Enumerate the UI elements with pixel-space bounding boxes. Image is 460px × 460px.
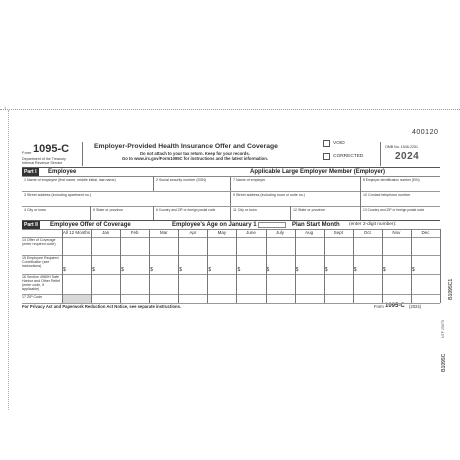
cell-divider: [360, 191, 361, 206]
field-5-label: 5 State or province: [93, 208, 124, 212]
row14-cell-sept[interactable]: [325, 238, 353, 255]
row16-cell-july[interactable]: [267, 275, 295, 294]
month-header: Apr: [189, 230, 197, 235]
form-number: 1095-C: [33, 143, 70, 155]
void-label: VOID: [333, 141, 345, 146]
side-code-small: NTF 25675: [441, 320, 445, 338]
month-header: Nov: [392, 230, 401, 235]
row14-cell-may[interactable]: [208, 238, 236, 255]
month-header: Oct: [363, 230, 371, 235]
grid-column-line: [353, 229, 354, 303]
dollar-sign: $: [382, 267, 386, 273]
row14-cell-aug[interactable]: [296, 238, 324, 255]
tax-year: 2024: [395, 151, 420, 162]
part1-employer-title: Applicable Large Employer Member (Employer): [250, 169, 386, 175]
row15-cell-oct[interactable]: [354, 256, 382, 274]
row16-cell-dec[interactable]: [412, 275, 440, 294]
row14-cell-july[interactable]: [267, 238, 295, 255]
top-perforation-line: [0, 109, 460, 110]
row15-cell-july[interactable]: [267, 256, 295, 274]
row17-cell-dec[interactable]: [412, 295, 440, 303]
month-header: Sept: [333, 230, 343, 235]
dollar-sign: $: [295, 267, 299, 273]
dollar-sign: $: [353, 267, 357, 273]
month-header: July: [276, 230, 285, 235]
dollar-sign: $: [324, 267, 328, 273]
row14-cell-jan[interactable]: [92, 238, 120, 255]
side-code-secondary: B1095C: [441, 353, 447, 372]
grid-column-line: [207, 229, 208, 303]
row17-cell-all-12-months[interactable]: [63, 295, 91, 303]
row17-cell-oct[interactable]: [354, 295, 382, 303]
row16-cell-feb[interactable]: [121, 275, 149, 294]
field-1-label: 1 Name of employee (first name, middle initial, last name): [24, 178, 116, 182]
row14-cell-june[interactable]: [237, 238, 265, 255]
part1-row-rule: [22, 206, 440, 207]
grid-column-line: [178, 229, 179, 303]
cell-divider: [360, 206, 361, 220]
row14-cell-nov[interactable]: [383, 238, 411, 255]
grid-column-line: [411, 229, 412, 303]
row17-cell-nov[interactable]: [383, 295, 411, 303]
plan-start-note: (enter 2-digit number):: [349, 222, 397, 227]
form-title: Employer-Provided Health Insurance Offer and Coverage: [94, 143, 278, 150]
field-13-label: 13 Country and ZIP or foreign postal code: [363, 208, 425, 212]
field-12-label: 12 State or province: [293, 208, 326, 212]
row15-cell-may[interactable]: [208, 256, 236, 274]
row15-cell-all-12-months[interactable]: [63, 256, 91, 274]
row14-label: 14 Offer of Coverage (enter required code): [22, 238, 56, 246]
dollar-sign: $: [266, 267, 270, 273]
field-11-label: 11 City or town: [233, 208, 257, 212]
row14-cell-all-12-months[interactable]: [63, 238, 91, 255]
void-checkbox[interactable]: [323, 140, 330, 147]
month-header: May: [217, 230, 227, 235]
row15-cell-dec[interactable]: [412, 256, 440, 274]
row17-label: 17 ZIP Code: [22, 295, 43, 299]
form-subtitle-2: Go to www.irs.gov/Form1095C for instructions and the latest information.: [122, 156, 268, 161]
irs-label: Internal Revenue Service: [22, 161, 63, 165]
row14-cell-mar[interactable]: [150, 238, 178, 255]
row15-cell-sept[interactable]: [325, 256, 353, 274]
field-8-label: 8 Employer identification number (EIN): [363, 178, 420, 182]
grid-column-line: [324, 229, 325, 303]
row16-cell-june[interactable]: [237, 275, 265, 294]
row15-cell-aug[interactable]: [296, 256, 324, 274]
dollar-sign: $: [208, 267, 212, 273]
row17-cell-feb[interactable]: [121, 295, 149, 303]
grid-row-rule: [22, 303, 440, 304]
field-7-label: 7 Name of employer: [233, 178, 266, 182]
grid-column-line: [382, 229, 383, 303]
row16-cell-all-12-months[interactable]: [63, 275, 91, 294]
row16-label: 16 Section 4980H Safe Harbor and Other Relief (enter code, if applicable): [22, 275, 61, 291]
grid-column-line: [62, 229, 63, 303]
row15-cell-nov[interactable]: [383, 256, 411, 274]
grid-column-line: [120, 229, 121, 303]
side-code-primary: B1095C1: [448, 278, 454, 300]
row15-cell-june[interactable]: [237, 256, 265, 274]
month-header: All 12 Months: [62, 230, 91, 235]
form-label: Form: [22, 150, 32, 155]
header-divider-right: [380, 142, 381, 166]
part1-employee-title: Employee: [48, 169, 77, 175]
part1-title-rule: [22, 176, 440, 177]
dollar-sign: $: [121, 267, 124, 273]
footer-form-label: Form: [374, 304, 384, 309]
omb-number: OMB No. 1545-2251: [385, 145, 418, 149]
month-header: Jan: [101, 230, 110, 235]
part2-tab: Part II: [24, 222, 38, 228]
row16-cell-jan[interactable]: [92, 275, 120, 294]
privacy-notice: For Privacy Act and Paperwork Reduction Act Notice, see separate instructions.: [22, 304, 182, 309]
part1-tab: Part I: [24, 169, 37, 175]
field-10-label: 10 Contact telephone number: [363, 193, 411, 197]
row16-cell-oct[interactable]: [354, 275, 382, 294]
month-header: June: [246, 230, 256, 235]
row14-cell-dec[interactable]: [412, 238, 440, 255]
row15-label: 15 Employee Required Contribution (see instructions): [22, 256, 59, 268]
row17-cell-july[interactable]: [267, 295, 295, 303]
dept-treasury: Department of the Treasury: [22, 157, 66, 161]
row17-cell-may[interactable]: [208, 295, 236, 303]
cell-divider: [360, 176, 361, 191]
month-header: Mar: [159, 230, 168, 235]
form-1095c: [22, 140, 440, 310]
stub-code: 400120: [412, 129, 439, 136]
month-header: Feb: [130, 230, 139, 235]
row16-cell-may[interactable]: [208, 275, 236, 294]
part1-center-divider: [230, 176, 231, 220]
row15-cell-apr[interactable]: [179, 256, 207, 274]
part1-row-rule: [22, 191, 440, 192]
month-header: Dec: [421, 230, 430, 235]
footer-form-year: (2024): [409, 304, 422, 309]
field-4-label: 4 City or town: [24, 208, 46, 212]
dollar-sign: $: [92, 267, 95, 273]
left-perforation-line: [8, 110, 9, 410]
dollar-sign: $: [237, 267, 241, 273]
dollar-sign: $: [411, 267, 415, 273]
row17-cell-apr[interactable]: [179, 295, 207, 303]
corrected-label: CORRECTED: [333, 154, 364, 159]
row17-cell-jan[interactable]: [92, 295, 120, 303]
grid-column-line: [266, 229, 267, 303]
employee-age-input[interactable]: [258, 222, 286, 228]
row15-cell-feb[interactable]: [121, 256, 149, 274]
field-3-label: 3 Street address (including apartment no.): [24, 193, 92, 197]
row17-cell-mar[interactable]: [150, 295, 178, 303]
row16-cell-apr[interactable]: [179, 275, 207, 294]
row14-cell-apr[interactable]: [179, 238, 207, 255]
field-9-label: 9 Street address (including room or suite no.): [233, 193, 305, 197]
row17-cell-sept[interactable]: [325, 295, 353, 303]
dollar-sign: $: [179, 267, 183, 273]
row14-cell-oct[interactable]: [354, 238, 382, 255]
grid-column-line: [295, 229, 296, 303]
corrected-checkbox[interactable]: [323, 153, 330, 160]
row16-cell-mar[interactable]: [150, 275, 178, 294]
grid-column-line: [236, 229, 237, 303]
employee-age-label: Employee's Age on January 1: [172, 222, 257, 228]
grid-column-line: [91, 229, 92, 303]
row16-cell-nov[interactable]: [383, 275, 411, 294]
header-divider-left: [82, 142, 83, 166]
grid-column-line: [440, 229, 441, 303]
cell-divider: [90, 206, 91, 220]
row15-cell-mar[interactable]: [150, 256, 178, 274]
field-2-label: 2 Social security number (SSN): [156, 178, 207, 182]
row16-cell-aug[interactable]: [296, 275, 324, 294]
footer-form-number: 1095-C: [385, 303, 405, 309]
row14-cell-feb[interactable]: [121, 238, 149, 255]
row15-cell-jan[interactable]: [92, 256, 120, 274]
field-6-label: 6 Country and ZIP or foreign postal code: [156, 208, 216, 212]
month-header: Aug: [305, 230, 314, 235]
row17-cell-aug[interactable]: [296, 295, 324, 303]
row17-cell-june[interactable]: [237, 295, 265, 303]
cell-divider: [153, 206, 154, 220]
dollar-sign: $: [63, 267, 66, 273]
plan-start-label: Plan Start Month: [292, 222, 340, 228]
row16-cell-sept[interactable]: [325, 275, 353, 294]
grid-column-line: [149, 229, 150, 303]
form-subtitle-1: Do not attach to your tax return. Keep for your records.: [140, 151, 250, 156]
part2-title: Employee Offer of Coverage: [50, 222, 131, 228]
cell-divider: [153, 176, 154, 191]
corner-mark: ┐: [4, 105, 8, 111]
cell-divider: [290, 206, 291, 220]
dollar-sign: $: [150, 267, 153, 273]
